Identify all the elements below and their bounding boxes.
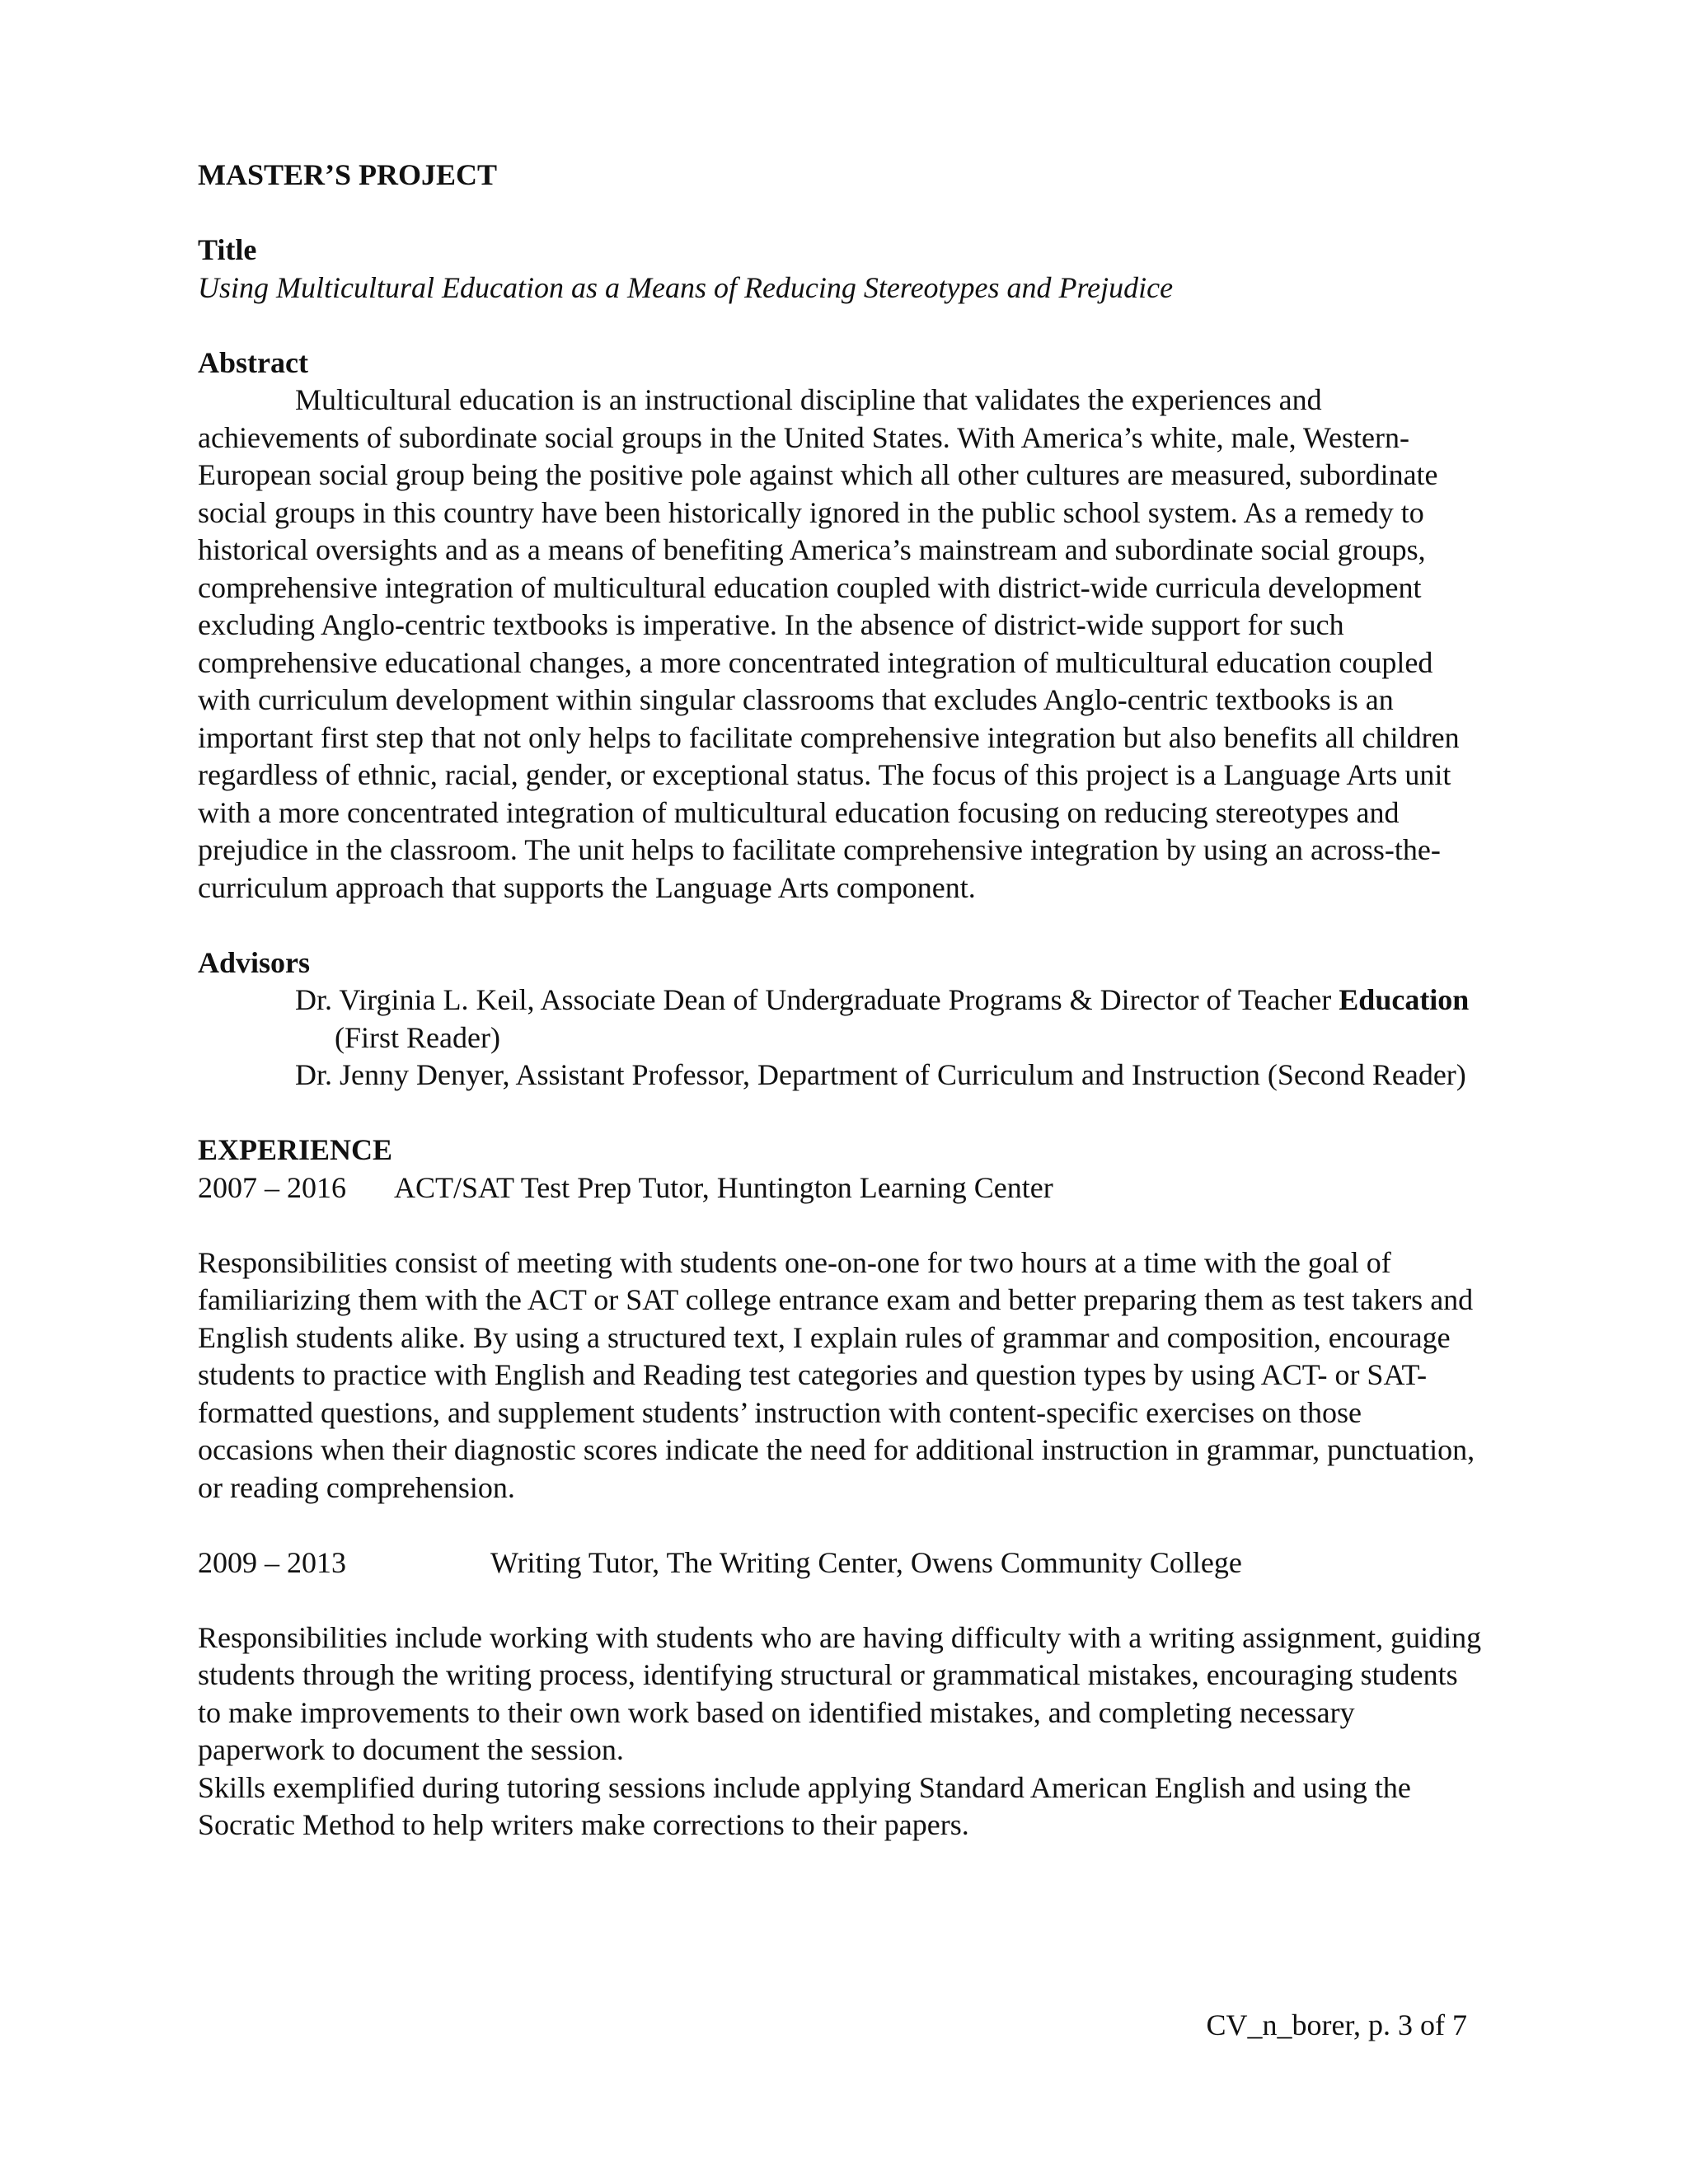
spacer <box>198 194 1484 232</box>
experience-entry-2-description: Responsibilities include working with students who are having difficulty with a writing assignment, guiding students through the writing process, identifying structural or grammatical mistakes, encouraging students to make improvements to their own work based on identified mistakes, and completing necessary paperwork to document the session. <box>198 1620 1482 1766</box>
spacer <box>198 1507 1484 1544</box>
experience-entry-1-position: ACT/SAT Test Prep Tutor, Huntington Learning Center <box>394 1170 1053 1204</box>
project-title: Using Multicultural Education as a Means of Reducing Stereotypes and Prejudice <box>198 270 1174 304</box>
page-footer: CV_n_borer, p. 3 of 7 <box>1206 2008 1467 2041</box>
advisor-first-text: Dr. Virginia L. Keil, Associate Dean of Undergraduate Programs & Director of Teacher <box>295 983 1339 1016</box>
advisor-first-suffix: (First Reader) <box>335 1020 500 1054</box>
advisor-second-reader: Dr. Jenny Denyer, Assistant Professor, Department of Curriculum and Instruction (Second Reader) <box>295 1058 1466 1091</box>
experience-entry-2-skills: Skills exemplified during tutoring sessions include applying Standard American English and using the Socratic Method to help writers make corrections to their papers. <box>198 1770 1411 1841</box>
title-label: Title <box>198 233 257 266</box>
advisors-label: Advisors <box>198 945 311 979</box>
cv-page-body <box>198 157 1484 1844</box>
spacer <box>198 1094 1484 1132</box>
experience-entry-1-header <box>198 1169 1484 1207</box>
abstract-text: Multicultural education is an instructional discipline that validates the experiences and achievements of subordinate social groups in the United States. With America’s white, male, Western-European social group being the positive pole against which all other cultures are measured, subordinate social groups in this country have been historically ignored in the public school system. As a remedy to historical oversights and as a means of benefiting America’s mainstream and subordinate social groups, comprehensive integration of multicultural education coupled with district-wide curricula development excluding Anglo-centric textbooks is imperative. In the absence of district-wide support for such comprehensive educational changes, a more concentrated integration of multicultural education coupled with curriculum development within singular classrooms that excludes Anglo-centric textbooks is an important first step that not only helps to facilitate comprehensive integration but also benefits all children regardless of ethnic, racial, gender, or exceptional status. The focus of this project is a Language Arts unit with a more concentrated integration of multicultural education focusing on reducing stereotypes and prejudice in the classroom. The unit helps to facilitate comprehensive integration by using an across-the-curriculum approach that supports the Language Arts component. <box>198 383 1460 904</box>
experience-entry-1-years: 2007 – 2016 <box>198 1170 346 1204</box>
spacer <box>198 907 1484 944</box>
advisor-first-bold: Education <box>1339 983 1470 1016</box>
experience-entry-2-position: Writing Tutor, The Writing Center, Owens Community College <box>490 1545 1242 1579</box>
experience-entry-2-years: 2009 – 2013 <box>198 1545 346 1579</box>
abstract-label: Abstract <box>198 345 308 379</box>
experience-entry-2-header <box>198 1544 1484 1582</box>
advisor-first-reader <box>198 982 1484 1057</box>
experience-heading: EXPERIENCE <box>198 1133 393 1166</box>
spacer <box>198 1582 1484 1619</box>
spacer <box>198 1207 1484 1244</box>
spacer <box>198 307 1484 344</box>
experience-entry-1-description: Responsibilities consist of meeting with students one-on-one for two hours at a time with the goal of familiarizing them with the ACT or SAT college entrance exam and better preparing them as test takers and English students alike. By using a structured text, I explain rules of grammar and composition, encourage students to practice with English and Reading test categories and question types by using ACT- or SAT-formatted questions, and supplement students’ instruction with content-specific exercises on those occasions when their diagnostic scores indicate the need for additional instruction in grammar, punctuation, or reading comprehension. <box>198 1245 1475 1504</box>
masters-project-heading: MASTER’S PROJECT <box>198 158 498 191</box>
